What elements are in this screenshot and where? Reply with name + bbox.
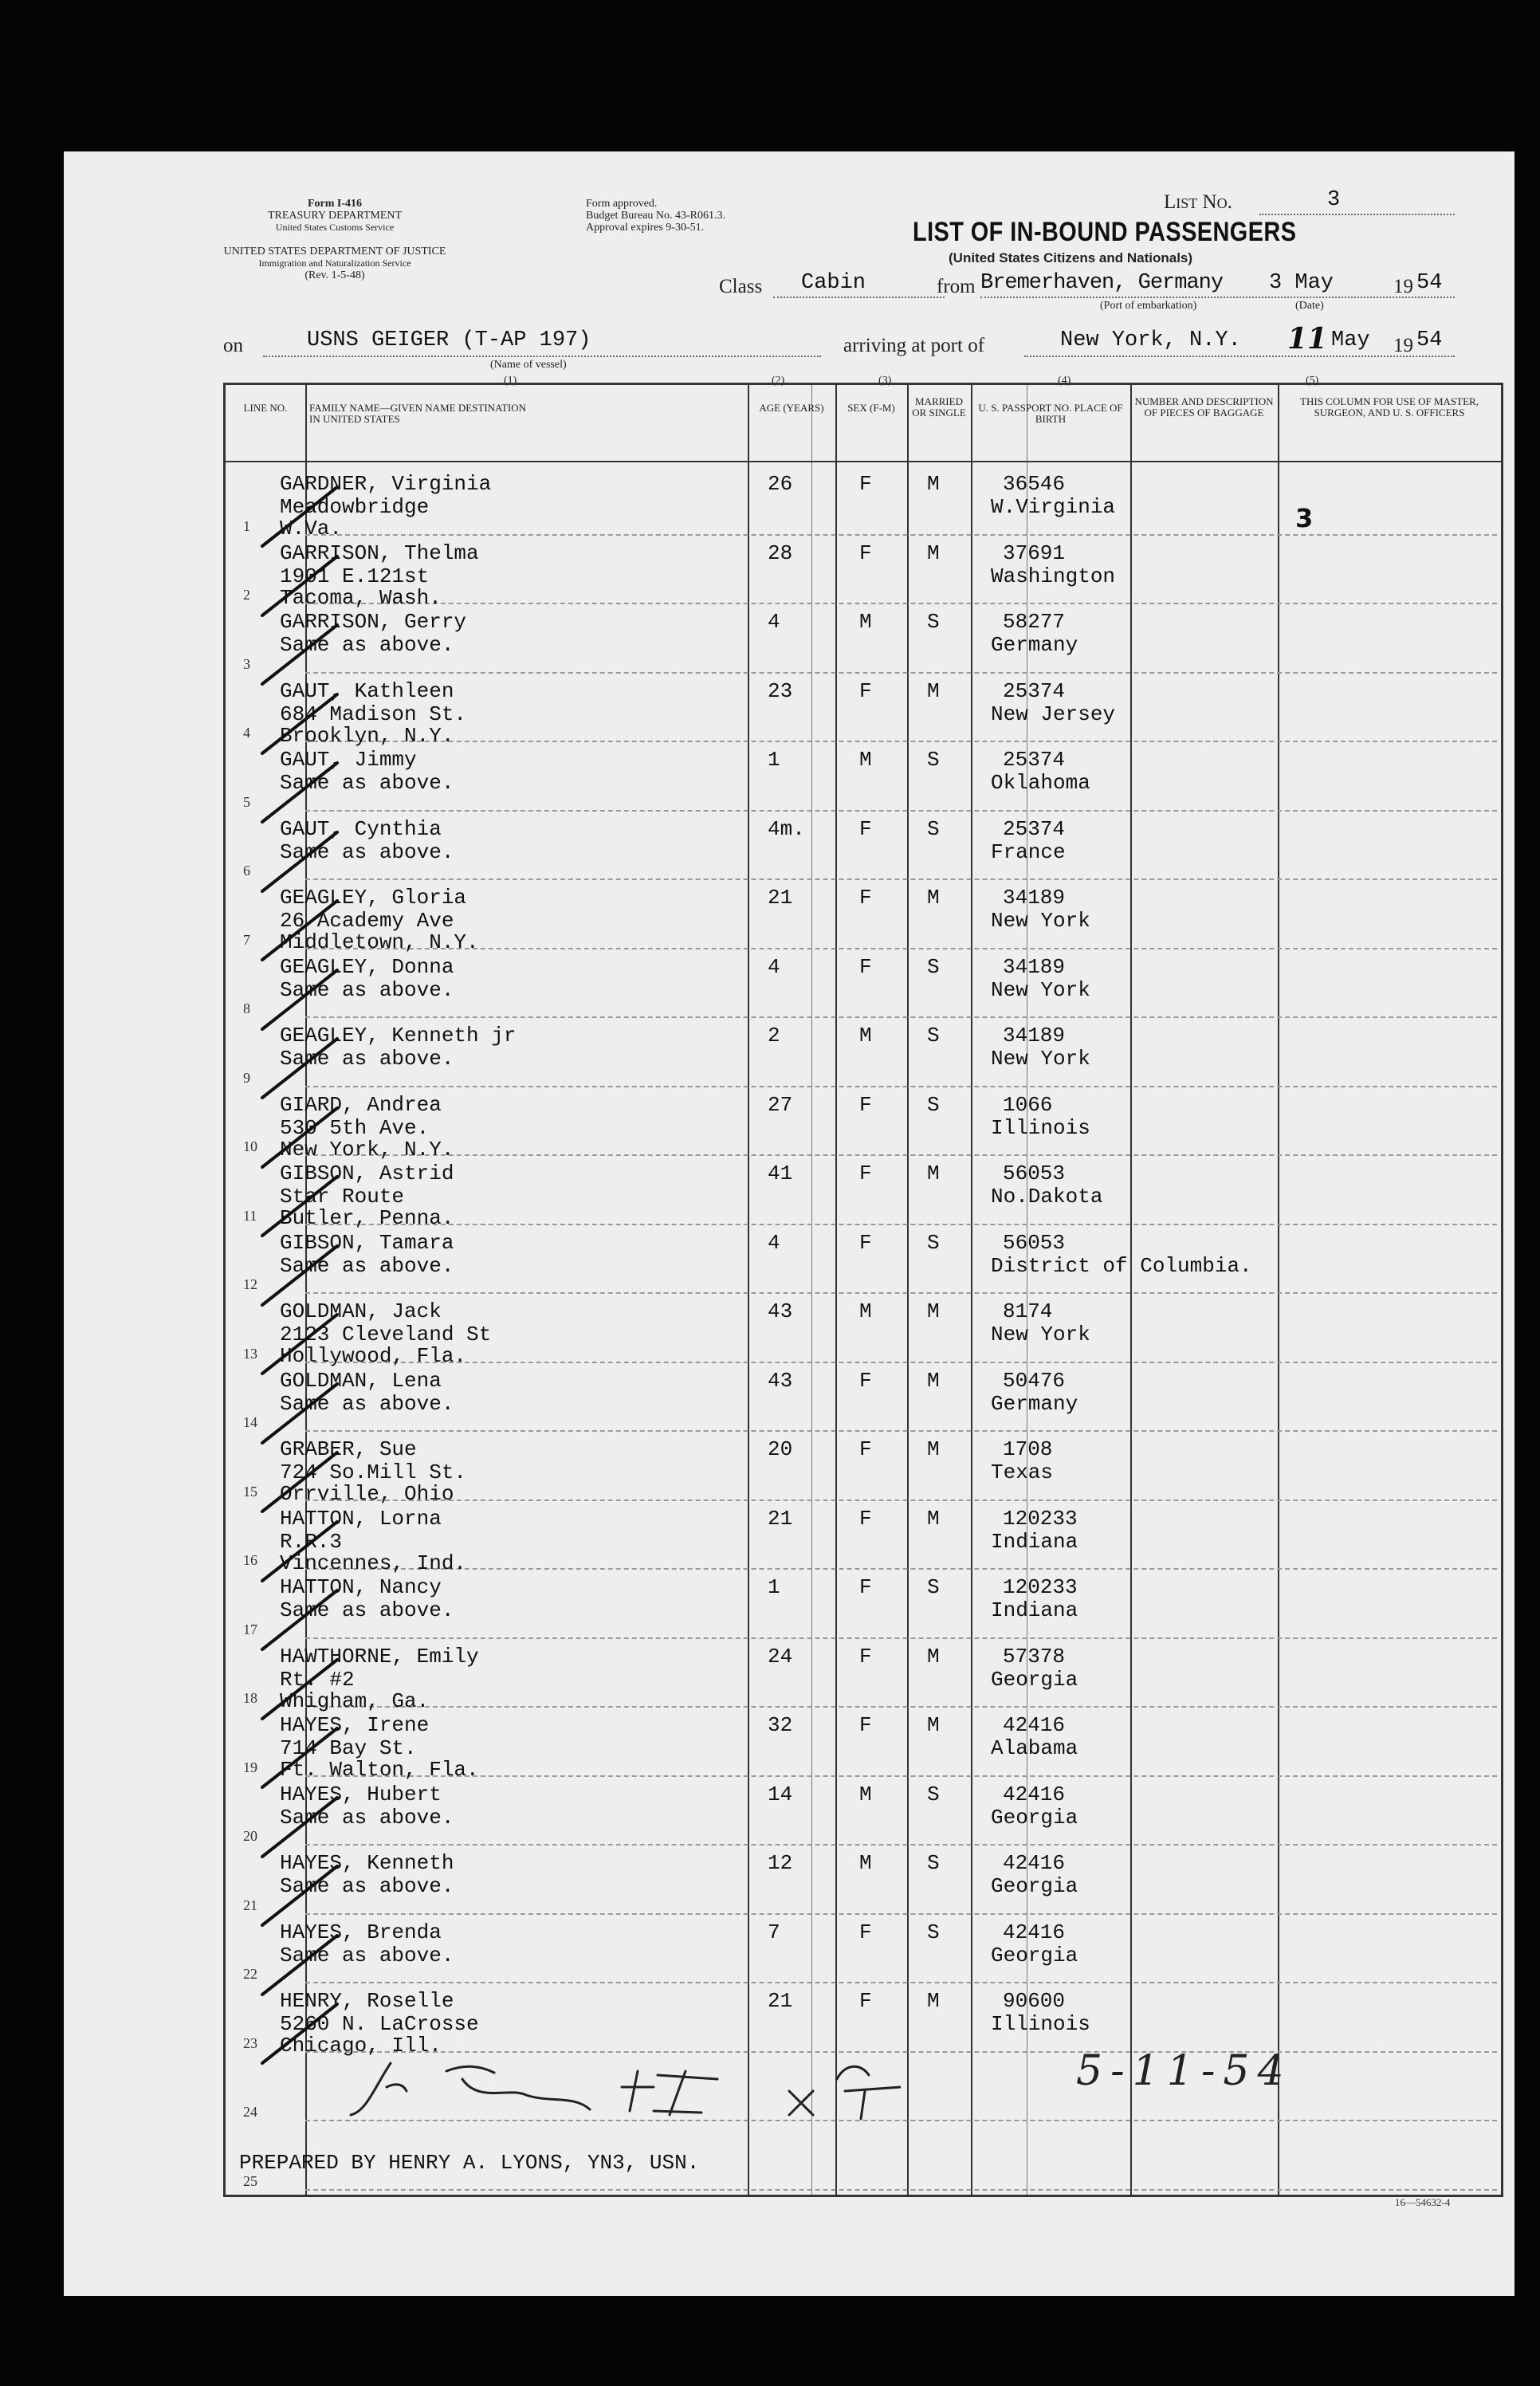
list-no-value: 3 <box>1327 188 1341 212</box>
age: 4 <box>768 610 780 634</box>
passport-number: 1066 <box>1003 1092 1053 1117</box>
passport-number: 34189 <box>1003 886 1066 910</box>
address-line-1: 714 Bay St. <box>280 1736 417 1760</box>
justice-block <box>215 246 454 281</box>
header-name: FAMILY NAME—GIVEN NAME DESTINATION IN UNITED STATES <box>309 402 527 425</box>
handwritten-note: 5-11-54 <box>1076 2047 1292 2095</box>
line-number: 25 <box>243 2172 257 2189</box>
column-number: (3) <box>878 375 892 387</box>
age: 24 <box>768 1644 793 1669</box>
marital-status: M <box>927 472 940 496</box>
passenger-name: GEAGLEY, Kenneth jr <box>280 1024 517 1048</box>
place-of-birth: Illinois <box>991 2012 1090 2036</box>
line-number: 20 <box>243 1828 257 1844</box>
marital-status: S <box>927 748 940 772</box>
header-married: MARRIED OR SINGLE <box>912 395 966 419</box>
marital-status: M <box>927 1644 940 1669</box>
place-of-birth: District of Columbia. <box>991 1253 1252 1278</box>
line-number: 21 <box>243 1897 257 1913</box>
passenger-name: GOLDMAN, Jack <box>280 1299 442 1323</box>
marital-status: M <box>927 1299 940 1323</box>
class-value: Cabin <box>801 271 866 295</box>
address-line-1: Same as above. <box>280 1253 454 1278</box>
arrival-year: 54 <box>1416 328 1443 352</box>
sex: F <box>859 1713 872 1737</box>
address-line-2: Vincennes, Ind. <box>280 1551 467 1575</box>
age: 4 <box>768 1230 780 1255</box>
table-row <box>226 1016 1501 1086</box>
place-of-birth: Georgia <box>991 1943 1078 1967</box>
address-line-1: Same as above. <box>280 633 454 657</box>
place-of-birth: Germany <box>991 633 1078 657</box>
age: 12 <box>768 1851 793 1875</box>
sex: M <box>859 610 872 634</box>
vessel-caption: (Name of vessel) <box>490 359 567 371</box>
sex: M <box>859 1024 872 1048</box>
header-baggage: NUMBER AND DESCRIPTION OF PIECES OF BAGGAGE <box>1134 395 1274 419</box>
sex: F <box>859 954 872 979</box>
on-label: on <box>223 335 243 356</box>
address-line-1: 684 Madison St. <box>280 702 467 726</box>
marital-status: M <box>927 1368 940 1393</box>
passenger-name: GAUT, Jimmy <box>280 748 417 772</box>
date-caption: (Date) <box>1295 300 1324 312</box>
passenger-name: GARRISON, Gerry <box>280 610 467 634</box>
sex: F <box>859 1230 872 1255</box>
line-number: 4 <box>243 725 250 741</box>
table-row <box>226 810 1501 879</box>
sex: F <box>859 1092 872 1117</box>
age: 43 <box>768 1368 793 1393</box>
line-number: 8 <box>243 1000 250 1016</box>
address-line-1: Same as above. <box>280 1598 454 1622</box>
sex: M <box>859 1299 872 1323</box>
passenger-name: GARDNER, Virginia <box>280 472 492 496</box>
arrival-day: 11 <box>1287 322 1328 356</box>
passport-number: 42416 <box>1003 1920 1066 1944</box>
passenger-name: GAUT, Cynthia <box>280 816 442 841</box>
embarkation-port: Bremerhaven, Germany <box>980 271 1224 295</box>
sex: F <box>859 1162 872 1185</box>
table-row <box>226 948 1501 1017</box>
table-row <box>226 1500 1501 1575</box>
sex: M <box>859 1782 872 1806</box>
marital-status: S <box>927 1920 940 1944</box>
table-row <box>226 534 1501 610</box>
passport-number: 25374 <box>1003 678 1066 703</box>
marital-status: S <box>927 1230 940 1255</box>
marital-status: S <box>927 610 940 634</box>
passport-number: 1708 <box>1003 1437 1053 1461</box>
row-divider <box>305 2189 1497 2191</box>
marital-status: M <box>927 1989 940 2013</box>
address-line-2: Chicago, Ill. <box>280 2034 442 2058</box>
age: 1 <box>768 748 780 772</box>
address-line-1: Same as above. <box>280 1805 454 1830</box>
address-line-2: Middletown, N.Y. <box>280 930 479 954</box>
passport-number: 120233 <box>1003 1506 1078 1531</box>
place-of-birth: Oklahoma <box>991 771 1090 795</box>
address-line-1: Same as above. <box>280 1391 454 1416</box>
address-line-2: Tacoma, Wash. <box>280 585 442 610</box>
form-agency-block <box>215 198 454 234</box>
line-number: 24 <box>243 2104 257 2120</box>
passenger-name: GIBSON, Tamara <box>280 1230 454 1255</box>
age: 2 <box>768 1024 780 1048</box>
age: 21 <box>768 1506 793 1531</box>
handwritten-signature <box>343 2055 901 2127</box>
address-line-1: 724 So.Mill St. <box>280 1460 467 1484</box>
table-row <box>226 1154 1501 1230</box>
place-of-birth: Illinois <box>991 1115 1090 1140</box>
place-of-birth: Indiana <box>991 1598 1078 1622</box>
table-row <box>226 1844 1501 1913</box>
place-of-birth: Indiana <box>991 1529 1078 1554</box>
passport-number: 56053 <box>1003 1162 1066 1185</box>
line-number: 6 <box>243 863 250 879</box>
approval-block <box>586 198 725 234</box>
address-line-2: W.Va. <box>280 517 343 540</box>
passenger-name: GIARD, Andrea <box>280 1092 442 1117</box>
marital-status: S <box>927 1782 940 1806</box>
place-of-birth: New York <box>991 1047 1090 1071</box>
embarkation-date: 3 May <box>1269 271 1334 295</box>
passenger-name: GRABER, Sue <box>280 1437 417 1461</box>
header-passport: U. S. PASSPORT NO. PLACE OF BIRTH <box>978 402 1123 425</box>
column-number: (5) <box>1306 375 1319 387</box>
marital-status: M <box>927 1713 940 1737</box>
embarkation-caption: (Port of embarkation) <box>1100 300 1197 312</box>
place-of-birth: Georgia <box>991 1805 1078 1830</box>
address-line-2: Hollywood, Fla. <box>280 1344 467 1368</box>
age: 41 <box>768 1162 793 1185</box>
passenger-name: HATTON, Lorna <box>280 1506 442 1531</box>
sex: F <box>859 1575 872 1599</box>
age: 7 <box>768 1920 780 1944</box>
header-line-no: LINE NO. <box>243 402 288 414</box>
header-official-use: THIS COLUMN FOR USE OF MASTER, SURGEON, AND U. S. OFFICERS <box>1300 395 1479 419</box>
table-row <box>226 1706 1501 1782</box>
line-number: 7 <box>243 931 250 948</box>
footer-code: 16—54632-4 <box>1395 2196 1451 2208</box>
passport-number: 50476 <box>1003 1368 1066 1393</box>
table-row <box>226 1637 1501 1713</box>
class-label: Class <box>719 276 763 297</box>
marital-status: S <box>927 1024 940 1048</box>
passport-number: 120233 <box>1003 1575 1078 1599</box>
passenger-name: HAYES, Hubert <box>280 1782 442 1806</box>
sex: M <box>859 748 872 772</box>
place-of-birth: Washington <box>991 564 1116 588</box>
passenger-name: GAUT, Kathleen <box>280 678 454 703</box>
treasury-dept: TREASURY DEPARTMENT <box>267 210 403 222</box>
column-number: (1) <box>504 375 517 387</box>
address-line-2: Ft. Walton, Fla. <box>280 1758 479 1782</box>
address-line-1: Star Route <box>280 1185 405 1209</box>
passport-number: 57378 <box>1003 1644 1066 1669</box>
age: 28 <box>768 540 793 565</box>
table-row <box>226 879 1501 954</box>
customs-service: United States Customs Service <box>275 222 395 233</box>
passenger-name: HAYES, Irene <box>280 1713 430 1737</box>
place-of-birth: No.Dakota <box>991 1185 1103 1209</box>
table-row <box>226 672 1501 748</box>
sex: F <box>859 1644 872 1669</box>
address-line-1: Meadowbridge <box>280 495 430 519</box>
marital-status: S <box>927 816 940 841</box>
line-number: 3 <box>243 655 250 672</box>
passenger-table <box>223 383 1503 2197</box>
place-of-birth: W.Virginia <box>991 495 1116 519</box>
list-no-label: List No. <box>1164 191 1232 213</box>
marital-status: M <box>927 540 940 565</box>
address-line-1: 530 5th Ave. <box>280 1115 430 1140</box>
sex: F <box>859 1989 872 2013</box>
passenger-name: HENRY, Roselle <box>280 1989 454 2013</box>
place-of-birth: New York <box>991 977 1090 1002</box>
approval-line: Form approved. <box>586 198 658 210</box>
age: 32 <box>768 1713 793 1737</box>
passport-number: 37691 <box>1003 540 1066 565</box>
table-row <box>226 1362 1501 1431</box>
marital-status: M <box>927 1437 940 1461</box>
address-line-1: Rt. #2 <box>280 1667 355 1692</box>
line-number: 18 <box>243 1690 257 1706</box>
address-line-2: Orrville, Ohio <box>280 1482 454 1506</box>
age: 4m. <box>768 816 805 841</box>
place-of-birth: Georgia <box>991 1667 1078 1692</box>
age: 27 <box>768 1092 793 1117</box>
passport-number: 34189 <box>1003 1024 1066 1048</box>
year-prefix: 19 <box>1393 335 1413 356</box>
age: 20 <box>768 1437 793 1461</box>
vessel-name: USNS GEIGER (T-AP 197) <box>307 328 591 352</box>
place-of-birth: Georgia <box>991 1874 1078 1898</box>
form-title: LIST OF IN-BOUND PASSENGERS <box>913 217 1297 247</box>
marital-status: M <box>927 678 940 703</box>
form-subtitle: (United States Citizens and Nationals) <box>949 250 1193 265</box>
address-line-1: 26 Academy Ave <box>280 909 454 933</box>
age: 43 <box>768 1299 793 1323</box>
passenger-name: GARRISON, Thelma <box>280 540 479 565</box>
age: 21 <box>768 886 793 910</box>
marital-status: S <box>927 1851 940 1875</box>
line-number: 10 <box>243 1138 257 1154</box>
sex: F <box>859 886 872 910</box>
header-age: AGE (YEARS) <box>759 402 824 414</box>
passenger-name: HATTON, Nancy <box>280 1575 442 1599</box>
sex: F <box>859 1920 872 1944</box>
line-number: 14 <box>243 1414 257 1430</box>
table-row <box>226 1430 1501 1506</box>
table-row <box>226 1775 1501 1845</box>
line-number: 13 <box>243 1345 257 1362</box>
passport-number: 8174 <box>1003 1299 1053 1323</box>
approval-line: Budget Bureau No. 43-R061.3. <box>586 210 725 222</box>
address-line-1: 5260 N. LaCrosse <box>280 2012 479 2036</box>
passport-number: 42416 <box>1003 1851 1066 1875</box>
marital-status: S <box>927 1092 940 1117</box>
sex: F <box>859 816 872 841</box>
age: 14 <box>768 1782 793 1806</box>
line-number: 1 <box>243 517 250 534</box>
address-line-2: Whigham, Ga. <box>280 1688 430 1713</box>
place-of-birth: Texas <box>991 1460 1054 1484</box>
address-line-1: Same as above. <box>280 1874 454 1898</box>
header-sex: SEX (F-M) <box>847 402 895 414</box>
marital-status: M <box>927 886 940 910</box>
address-line-1: Same as above. <box>280 1047 454 1071</box>
year-prefix: 19 <box>1393 276 1413 297</box>
passport-number: 42416 <box>1003 1713 1066 1737</box>
sex: F <box>859 1506 872 1531</box>
passenger-name: PREPARED BY HENRY A. LYONS, YN3, USN. <box>239 2151 700 2175</box>
address-line-1: 1901 E.121st <box>280 564 430 588</box>
marital-status: S <box>927 1575 940 1599</box>
table-row <box>226 741 1501 810</box>
sex: F <box>859 678 872 703</box>
passenger-name: HAWTHORNE, Emily <box>280 1644 479 1669</box>
passport-number: 25374 <box>1003 748 1066 772</box>
passport-number: 34189 <box>1003 954 1066 979</box>
passport-number: 90600 <box>1003 1989 1066 2013</box>
age: 21 <box>768 1989 793 2013</box>
marital-status: M <box>927 1162 940 1185</box>
official-mark: 3 <box>1295 503 1314 533</box>
table-row <box>226 1982 1501 2058</box>
line-number: 19 <box>243 1759 257 1775</box>
age: 26 <box>768 472 793 496</box>
table-row <box>226 1568 1501 1637</box>
arriving-label: arriving at port of <box>843 335 985 356</box>
line-number: 16 <box>243 1552 257 1568</box>
line-number: 23 <box>243 2034 257 2051</box>
place-of-birth: Germany <box>991 1391 1078 1416</box>
age: 23 <box>768 678 793 703</box>
justice-dept: UNITED STATES DEPARTMENT OF JUSTICE <box>223 246 446 257</box>
address-line-2: New York, N.Y. <box>280 1137 454 1162</box>
form-number: Form I-416 <box>307 198 363 210</box>
marital-status: M <box>927 1506 940 1531</box>
place-of-birth: New York <box>991 1323 1090 1346</box>
table-row <box>226 2120 1501 2189</box>
sex: M <box>859 1851 872 1875</box>
age: 1 <box>768 1575 780 1599</box>
place-of-birth: Alabama <box>991 1736 1078 1760</box>
address-line-1: R.R.3 <box>280 1529 343 1554</box>
sex: F <box>859 540 872 565</box>
line-number: 17 <box>243 1621 257 1637</box>
marital-status: S <box>927 954 940 979</box>
ins-service: Immigration and Naturalization Service <box>258 257 411 269</box>
passenger-name: GOLDMAN, Lena <box>280 1368 442 1393</box>
sex: F <box>859 1368 872 1393</box>
line-number: 2 <box>243 587 250 603</box>
address-line-2: Butler, Penna. <box>280 1206 454 1230</box>
column-number: (2) <box>772 375 785 387</box>
passport-number: 36546 <box>1003 472 1066 496</box>
passport-number: 58277 <box>1003 610 1066 634</box>
line-number: 12 <box>243 1276 257 1292</box>
place-of-birth: New York <box>991 909 1090 933</box>
passport-number: 42416 <box>1003 1782 1066 1806</box>
passenger-name: HAYES, Kenneth <box>280 1851 454 1875</box>
sex: F <box>859 1437 872 1461</box>
place-of-birth: New Jersey <box>991 702 1116 726</box>
passenger-name: GEAGLEY, Donna <box>280 954 454 979</box>
from-label: from <box>937 276 976 297</box>
line-number: 22 <box>243 1966 257 1982</box>
approval-line: Approval expires 9-30-51. <box>586 222 705 234</box>
address-line-1: Same as above. <box>280 1943 454 1967</box>
column-number: (4) <box>1058 375 1071 387</box>
line-number: 9 <box>243 1069 250 1086</box>
arrival-port: New York, N.Y. <box>1060 328 1241 352</box>
revision: (Rev. 1-5-48) <box>304 269 365 281</box>
passenger-name: GEAGLEY, Gloria <box>280 886 467 910</box>
address-line-1: Same as above. <box>280 977 454 1002</box>
address-line-1: Same as above. <box>280 839 454 864</box>
arrival-month: May <box>1331 328 1370 352</box>
address-line-2: Brooklyn, N.Y. <box>280 723 454 748</box>
passenger-name: HAYES, Brenda <box>280 1920 442 1944</box>
line-number: 5 <box>243 793 250 810</box>
line-number: 11 <box>243 1207 257 1224</box>
table-row <box>226 1292 1501 1368</box>
passenger-name: GIBSON, Astrid <box>280 1162 454 1185</box>
address-line-1: 2123 Cleveland St <box>280 1323 492 1346</box>
passport-number: 25374 <box>1003 816 1066 841</box>
embarkation-year: 54 <box>1416 271 1443 295</box>
table-row <box>226 1224 1501 1293</box>
table-row <box>226 603 1501 672</box>
address-line-1: Same as above. <box>280 771 454 795</box>
table-row <box>226 1086 1501 1162</box>
place-of-birth: France <box>991 839 1066 864</box>
table-row <box>226 1913 1501 1983</box>
sex: F <box>859 472 872 496</box>
passport-number: 56053 <box>1003 1230 1066 1255</box>
line-number: 15 <box>243 1483 257 1500</box>
age: 4 <box>768 954 780 979</box>
